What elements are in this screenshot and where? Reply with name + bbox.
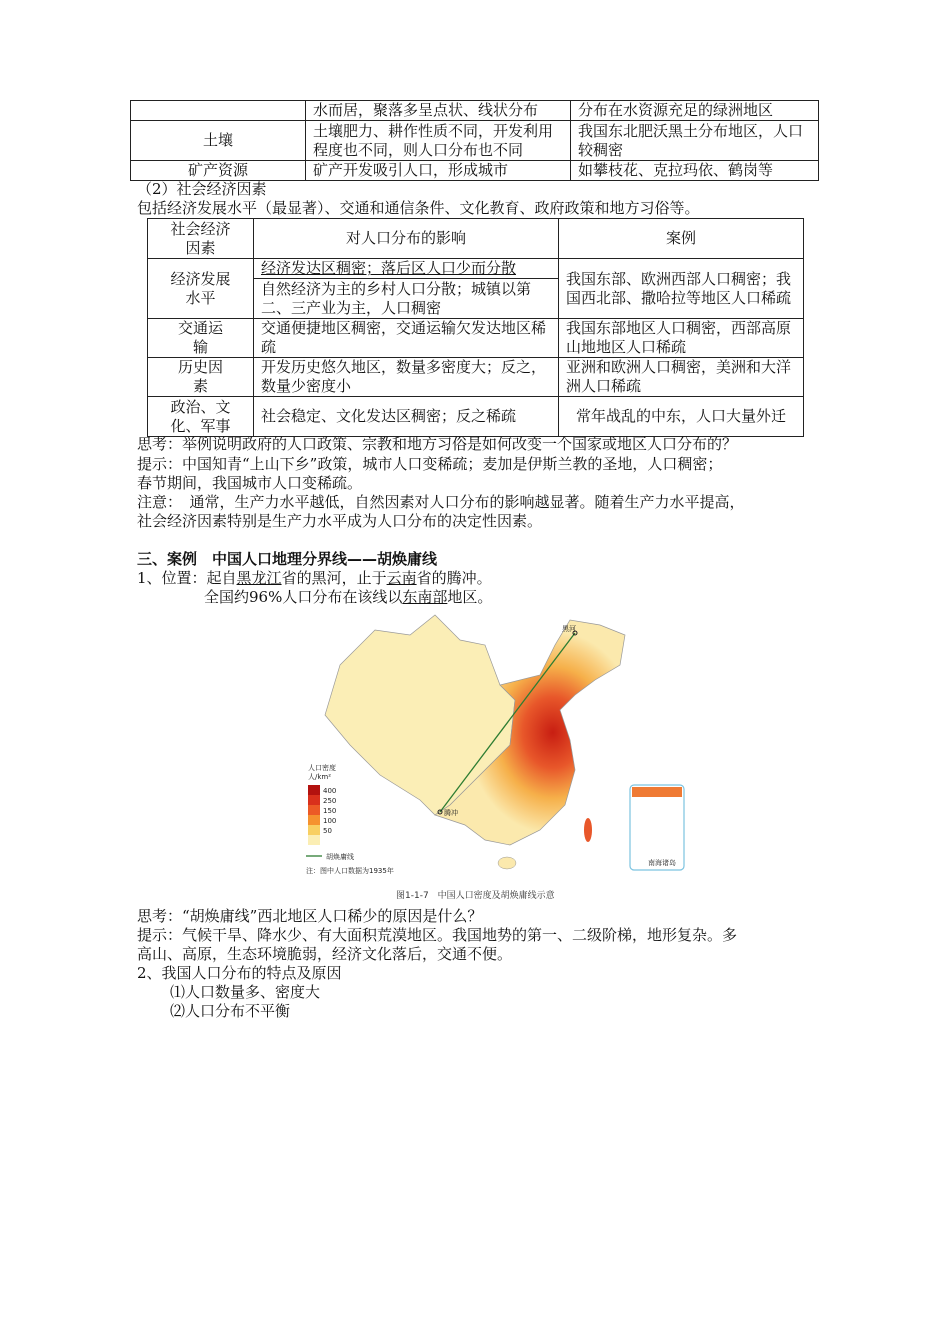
legend-label: 400 — [323, 787, 337, 795]
table-row — [148, 397, 804, 437]
map-caption: 图1-1-7 中国人口密度及胡焕庸线示意 — [396, 891, 555, 901]
table-row — [131, 161, 819, 181]
legend — [308, 785, 336, 845]
example-cell: 如攀枝花、克拉玛依、鹤岗等 — [571, 161, 819, 181]
legend-label: 150 — [323, 807, 337, 815]
tengchong-label: 腾冲 — [444, 809, 458, 817]
paragraph: 思考：“胡焕庸线”西北地区人口稀少的原因是什么？ — [137, 907, 483, 925]
south-china-sea-inset — [630, 785, 684, 870]
paragraph: 社会经济因素特别是生产力水平成为人口分布的决定性因素。 — [137, 512, 543, 530]
text: 省的黑河，止于 — [281, 569, 387, 587]
paragraph: 提示：气候干旱、降水少、有大面积荒漠地区。我国地势的第一、二级阶梯，地形复杂。多 — [137, 926, 738, 944]
underlined-text: 东南部 — [402, 588, 448, 606]
factor-cell: 土壤 — [131, 121, 306, 161]
legend-label: 250 — [323, 797, 337, 805]
socioeconomic-factors-table — [147, 218, 804, 437]
text: 1、位置：起自 — [137, 569, 237, 587]
legend-swatch — [308, 815, 320, 825]
legend-swatch — [308, 835, 320, 845]
text: 地区。 — [447, 588, 493, 606]
table-header-row — [148, 219, 804, 259]
natural-factors-table — [130, 100, 819, 181]
legend-title: 人口密度 — [308, 764, 336, 772]
column-header: 社会经济因素 — [148, 219, 254, 259]
hainan-island — [498, 857, 516, 869]
section-heading: （2）社会经济因素 — [137, 180, 267, 198]
text: 全国约96%人口分布在该线以 — [204, 588, 403, 606]
impact-cell: 开发历史悠久地区，数量多密度大；反之，数量少密度小 — [254, 358, 559, 397]
paragraph: 春节期间，我国城市人口变稀疏。 — [137, 474, 363, 492]
impact-cell: 经济发达区稠密；落后区人口少而分散 — [254, 259, 559, 279]
china-population-density-map — [300, 605, 700, 905]
factor-cell: 矿产资源 — [131, 161, 306, 181]
legend-unit: 人/km² — [308, 773, 332, 781]
impact-cell: 矿产开发吸引人口，形成城市 — [306, 161, 571, 181]
legend-swatch — [308, 785, 320, 795]
underlined-text: 黑龙江 — [236, 569, 282, 587]
paragraph: 提示：中国知青“上山下乡”政策，城市人口变稀疏；麦加是伊斯兰教的圣地，人口稠密； — [137, 455, 723, 473]
legend-label: 50 — [323, 827, 332, 835]
inset-coast — [632, 787, 682, 797]
table-row — [148, 319, 804, 358]
heihe-label: 黑河 — [562, 625, 576, 633]
example-cell: 我国东部、欧洲西部人口稠密；我国西北部、撒哈拉等地区人口稀疏 — [559, 259, 804, 319]
table-row — [131, 101, 819, 121]
column-header: 对人口分布的影响 — [254, 219, 559, 259]
factor-cell: 政治、文化、军事 — [148, 397, 254, 437]
factor-cell: 历史因素 — [148, 358, 254, 397]
text: 省的腾冲。 — [416, 569, 492, 587]
factor-cell: 经济发展水平 — [148, 259, 254, 319]
paragraph: 注意： 通常，生产力水平越低，自然因素对人口分布的影响越显著。随着生产力水平提高， — [137, 493, 745, 511]
list-item: ⑵人口分布不平衡 — [170, 1002, 291, 1020]
example-cell: 我国东北肥沃黑土分布地区，人口较稠密 — [571, 121, 819, 161]
taiwan-island — [584, 818, 592, 842]
paragraph: 高山、高原，生态环境脆弱，经济文化落后，交通不便。 — [137, 945, 513, 963]
legend-swatch — [308, 825, 320, 835]
example-cell: 分布在水资源充足的绿洲地区 — [571, 101, 819, 121]
legend-swatch — [308, 795, 320, 805]
section-heading: 三、案例 中国人口地理分界线——胡焕庸线 — [137, 550, 438, 568]
impact-cell: 社会稳定、文化发达区稠密；反之稀疏 — [254, 397, 559, 437]
legend-label: 100 — [323, 817, 337, 825]
map-note: 注：图中人口数据为1935年 — [306, 867, 394, 875]
table-row — [131, 121, 819, 161]
example-cell: 亚洲和欧洲人口稠密，美洲和大洋洲人口稀疏 — [559, 358, 804, 397]
inset-label: 南海诸岛 — [648, 859, 676, 867]
paragraph: 包括经济发展水平（最显著）、交通和通信条件、文化教育、政府政策和地方习俗等。 — [137, 199, 700, 217]
column-header: 案例 — [559, 219, 804, 259]
paragraph: 思考：举例说明政府的人口政策、宗教和地方习俗是如何改变一个国家或地区人口分布的？ — [137, 435, 738, 453]
list-item: ⑴人口数量多、密度大 — [170, 983, 321, 1001]
paragraph: 2、我国人口分布的特点及原因 — [137, 964, 342, 982]
underlined-text: 云南 — [386, 569, 417, 587]
paragraph — [137, 569, 492, 588]
example-cell: 常年战乱的中东，人口大量外迁 — [559, 397, 804, 437]
hu-line-legend-label: 胡焕庸线 — [326, 853, 354, 861]
factor-cell — [131, 101, 306, 121]
factor-cell: 交通运输 — [148, 319, 254, 358]
impact-cell: 水而居，聚落多呈点状、线状分布 — [306, 101, 571, 121]
impact-cell: 自然经济为主的乡村人口分散；城镇以第二、三产业为主，人口稠密 — [254, 279, 559, 319]
table-row — [148, 259, 804, 279]
impact-cell: 交通便捷地区稠密，交通运输欠发达地区稀疏 — [254, 319, 559, 358]
impact-cell: 土壤肥力、耕作性质不同，开发利用程度也不同，则人口分布也不同 — [306, 121, 571, 161]
table-row — [148, 358, 804, 397]
legend-swatch — [308, 805, 320, 815]
example-cell: 我国东部地区人口稠密，西部高原山地地区人口稀疏 — [559, 319, 804, 358]
